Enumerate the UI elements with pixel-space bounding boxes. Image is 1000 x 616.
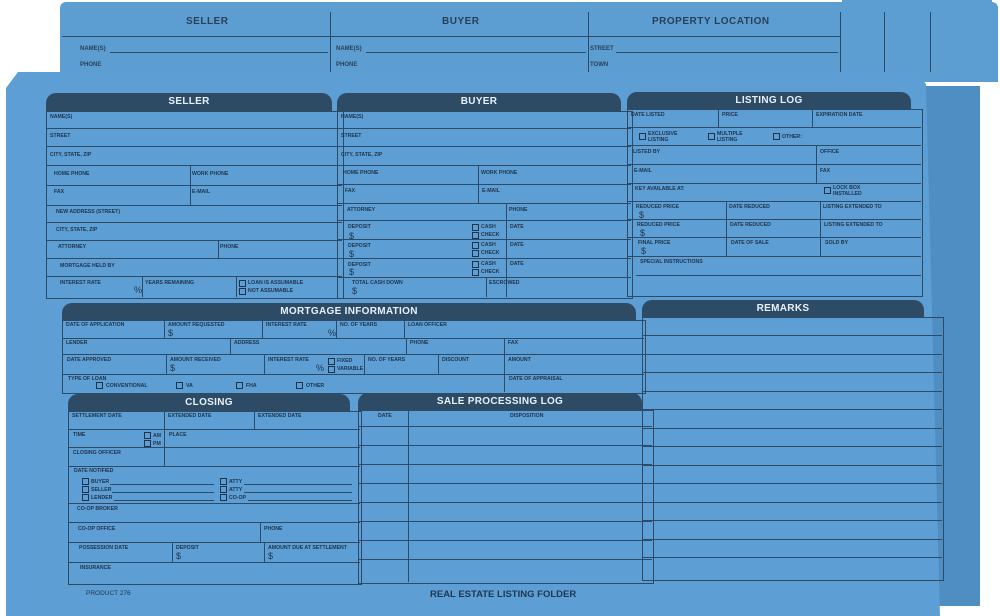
ruled-line <box>642 502 942 503</box>
rule <box>820 201 821 256</box>
reduced-price-dollar: $ <box>639 210 645 220</box>
seller-names-label: NAME(S) <box>50 114 73 120</box>
reduced-price2-dollar: $ <box>640 228 646 238</box>
not-assumable-label: NOT ASSUMABLE <box>248 288 294 294</box>
back-rule <box>616 52 838 53</box>
back-phone-label-2: PHONE <box>336 62 358 68</box>
rule <box>46 146 342 147</box>
rule <box>112 492 214 493</box>
rule <box>627 183 921 184</box>
rule <box>114 500 214 501</box>
rule <box>68 466 360 467</box>
discount-label: DISCOUNT <box>442 357 470 363</box>
rule <box>164 320 165 338</box>
rule <box>486 277 487 297</box>
seller-interest-rate-label: INTEREST RATE <box>60 280 101 286</box>
final-price-label: FINAL PRICE <box>638 240 671 246</box>
va-checkbox[interactable] <box>176 382 183 389</box>
rule <box>627 256 921 257</box>
buyer-fax-label: FAX <box>345 188 356 194</box>
rule <box>248 500 352 501</box>
rule <box>260 522 261 542</box>
buyer-total-cash-label: TOTAL CASH DOWN <box>352 280 403 286</box>
special-instructions-label: SPECIAL INSTRUCTIONS <box>640 259 703 265</box>
mortgage-address-label: ADDRESS <box>234 340 260 346</box>
rule <box>46 222 342 223</box>
rule <box>408 410 409 582</box>
rule <box>264 542 265 562</box>
amount-received-label: AMOUNT RECEIVED <box>170 357 221 363</box>
rule <box>244 492 352 493</box>
loan-officer-label: LOAN OFFICER <box>408 322 447 328</box>
ruled-line <box>642 557 942 558</box>
rule <box>46 240 342 241</box>
settlement-date-label: SETTLEMENT DATE <box>72 413 122 419</box>
rule <box>404 320 405 338</box>
seller-home-phone-label: HOME PHONE <box>54 171 90 177</box>
rule <box>337 128 631 129</box>
not-assumable-checkbox[interactable] <box>239 288 246 295</box>
rule <box>142 276 143 297</box>
other-listing-checkbox[interactable] <box>773 133 780 140</box>
listing-price-label: PRICE <box>722 112 738 118</box>
key-available-label: KEY AVAILABLE AT: <box>635 186 685 192</box>
rule <box>627 145 921 146</box>
back-divider <box>884 12 885 72</box>
ruled-line <box>358 559 652 560</box>
ruled-line <box>642 391 942 392</box>
ruled-line <box>642 446 942 447</box>
listing-office-label: OFFICE <box>820 149 840 155</box>
rule <box>812 109 813 127</box>
ruled-line <box>358 521 652 522</box>
rule <box>172 542 173 562</box>
closing-deposit-dollar: $ <box>176 551 182 561</box>
type-of-loan-label: TYPE OF LOAN <box>68 376 107 382</box>
mortgage-amount-label: AMOUNT <box>508 357 531 363</box>
rule <box>337 277 631 278</box>
seller-email-label: E-MAIL <box>192 189 210 195</box>
multiple-listing-label: MULTIPLE LISTING <box>717 131 743 143</box>
rule <box>627 219 921 220</box>
ruled-line <box>358 502 652 503</box>
rule <box>264 354 265 374</box>
approved-interest-percent: % <box>316 363 325 373</box>
rule <box>337 184 631 185</box>
back-folder-tab <box>842 0 992 70</box>
mortgage-phone-label: PHONE <box>410 340 429 346</box>
time-label: TIME <box>73 432 86 438</box>
notify-coop-checkbox[interactable] <box>220 494 227 501</box>
buyer-street-label: STREET <box>341 133 362 139</box>
back-rule <box>110 52 328 53</box>
deposit2-cash-checkbox[interactable] <box>472 242 479 249</box>
seller-mortgage-held-label: MORTGAGE HELD BY <box>60 263 115 269</box>
notify-buyer-label: BUYER <box>91 479 110 485</box>
rule <box>46 205 342 206</box>
seller-city-label: CITY, STATE, ZIP <box>50 152 92 158</box>
mortgage-fax-label: FAX <box>508 340 519 346</box>
back-property-location-label: PROPERTY LOCATION <box>652 16 770 27</box>
buyer-deposit2-dollar: $ <box>349 249 355 259</box>
rule <box>68 542 360 543</box>
date-reduced2-label: DATE REDUCED <box>730 222 771 228</box>
other-listing-label: OTHER: <box>782 134 802 140</box>
pm-label: PM <box>153 441 161 447</box>
rule <box>337 203 631 204</box>
deposit2-cash-label: CASH <box>481 242 496 248</box>
extended-date-label: EXTENDED DATE <box>168 413 212 419</box>
listing-extended-label: LISTING EXTENDED TO <box>823 204 882 210</box>
rule <box>337 146 631 147</box>
buyer-deposit3-label: DEPOSIT <box>348 262 371 268</box>
back-divider <box>930 12 931 72</box>
amount-due-label: AMOUNT DUE AT SETTLEMENT <box>268 545 347 551</box>
lock-box-checkbox[interactable] <box>824 187 831 194</box>
notify-buyer-checkbox[interactable] <box>82 478 89 485</box>
listing-log-header: LISTING LOG <box>627 92 911 110</box>
amount-requested-label: AMOUNT REQUESTED <box>168 322 225 328</box>
rule <box>68 522 360 523</box>
rule <box>68 562 360 563</box>
multiple-listing-checkbox[interactable] <box>708 133 715 140</box>
folder-title: REAL ESTATE LISTING FOLDER <box>430 589 577 600</box>
date-of-appraisal-label: DATE OF APPRAISAL <box>509 376 563 382</box>
sale-log-date-label: DATE <box>378 413 392 419</box>
buyer-deposit-dollar: $ <box>349 231 355 241</box>
rule <box>46 276 342 277</box>
notify-seller-label: SELLER <box>91 487 112 493</box>
fixed-rate-label: FIXED <box>337 358 353 364</box>
back-names-label: NAME(S) <box>80 46 106 52</box>
back-seller-label: SELLER <box>186 16 229 27</box>
rule <box>62 354 644 355</box>
rule <box>337 220 631 221</box>
deposit1-cash-label: CASH <box>481 224 496 230</box>
back-town-label: TOWN <box>590 62 609 68</box>
coop-broker-label: CO-OP BROKER <box>77 506 118 512</box>
rule <box>230 338 231 354</box>
sale-log-disposition-label: DISPOSITION <box>510 413 544 419</box>
conventional-checkbox[interactable] <box>96 382 103 389</box>
closing-header: CLOSING <box>68 394 350 412</box>
listed-by-label: LISTED BY <box>633 149 661 155</box>
deposit3-cash-checkbox[interactable] <box>472 261 479 268</box>
rule <box>236 276 237 297</box>
notify-atty2-checkbox[interactable] <box>220 486 227 493</box>
rule <box>627 237 921 238</box>
deposit3-date-label: DATE <box>510 261 524 267</box>
rule <box>504 338 505 354</box>
amount-received-dollar: $ <box>170 363 176 373</box>
loan-assumable-label: LOAN IS ASSUMABLE <box>248 280 304 286</box>
date-of-application-label: DATE OF APPLICATION <box>66 322 125 328</box>
deposit2-check-checkbox[interactable] <box>472 250 479 257</box>
listing-email-label: E-MAIL <box>634 168 652 174</box>
date-approved-label: DATE APPROVED <box>67 357 112 363</box>
deposit1-check-checkbox[interactable] <box>472 232 479 239</box>
buyer-phone-label: PHONE <box>509 207 528 213</box>
rule <box>68 447 360 448</box>
notify-coop-label: CO-OP <box>229 495 247 501</box>
buyer-deposit-label: DEPOSIT <box>348 224 371 230</box>
deposit3-check-label: CHECK <box>481 269 500 275</box>
rule <box>46 165 342 166</box>
buyer-deposit3-dollar: $ <box>349 267 355 277</box>
amount-requested-dollar: $ <box>168 328 174 338</box>
fixed-rate-checkbox[interactable] <box>328 358 335 365</box>
other-loan-label: OTHER <box>306 383 325 389</box>
extended-date2-label: EXTENDED DATE <box>258 413 302 419</box>
back-buyer-label: BUYER <box>442 16 480 27</box>
rule <box>110 484 214 485</box>
date-of-sale-label: DATE OF SALE <box>731 240 769 246</box>
ruled-line <box>642 372 942 373</box>
back-divider <box>588 12 589 72</box>
mortgage-section <box>62 320 646 394</box>
date-listed-label: DATE LISTED <box>631 112 665 118</box>
notify-seller-checkbox[interactable] <box>82 486 89 493</box>
other-loan-checkbox[interactable] <box>296 382 303 389</box>
ruled-line <box>358 464 652 465</box>
rule <box>46 185 342 186</box>
seller-street-label: STREET <box>50 133 71 139</box>
product-number: PRODUCT 276 <box>86 590 131 597</box>
rule <box>262 320 263 338</box>
notify-atty1-label: ATTY <box>229 479 243 485</box>
buyer-names-label: NAME(S) <box>341 114 364 120</box>
rule <box>438 354 439 374</box>
back-rule <box>366 52 586 53</box>
deposit1-date-label: DATE <box>510 224 524 230</box>
am-label: AM <box>153 433 162 439</box>
rule <box>337 258 631 259</box>
ruled-line <box>642 539 942 540</box>
ruled-line <box>358 540 652 541</box>
buyer-escrowed-label: ESCROWED <box>489 280 520 286</box>
rule <box>46 128 342 129</box>
seller-attorney-label: ATTORNEY <box>58 244 87 250</box>
deposit3-check-checkbox[interactable] <box>472 269 479 276</box>
seller-header: SELLER <box>46 93 332 111</box>
pm-checkbox[interactable] <box>144 440 151 447</box>
back-names-label-2: NAME(S) <box>336 46 362 52</box>
notify-lender-checkbox[interactable] <box>82 494 89 501</box>
rule <box>337 165 631 166</box>
rule <box>504 354 505 392</box>
seller-years-remaining-label: YEARS REMAINING <box>145 280 194 286</box>
ruled-line <box>642 465 942 466</box>
ruled-line <box>642 483 942 484</box>
rule <box>337 239 631 240</box>
notify-atty2-label: ATTY <box>229 487 243 493</box>
mortgage-header: MORTGAGE INFORMATION <box>62 303 636 321</box>
closing-deposit-label: DEPOSIT <box>176 545 199 551</box>
seller-fax-label: FAX <box>54 189 65 195</box>
ruled-line <box>642 520 942 521</box>
buyer-deposit2-label: DEPOSIT <box>348 243 371 249</box>
rule <box>218 240 219 258</box>
ruled-line <box>642 428 942 429</box>
rule <box>718 109 719 127</box>
back-divider <box>330 12 331 72</box>
closing-phone-label: PHONE <box>264 526 283 532</box>
closing-officer-label: CLOSING OFFICER <box>73 450 121 456</box>
variable-rate-label: VARIABLE <box>337 366 364 372</box>
sold-by-label: SOLD BY <box>825 240 849 246</box>
deposit2-date-label: DATE <box>510 242 524 248</box>
date-notified-label: DATE NOTIFIED <box>74 468 114 474</box>
lender-label: LENDER <box>66 340 88 346</box>
rule <box>164 411 165 466</box>
buyer-attorney-label: ATTORNEY <box>347 207 376 213</box>
remarks-header: REMARKS <box>642 300 924 318</box>
rule <box>406 338 407 354</box>
rule <box>254 411 255 429</box>
amount-due-dollar: $ <box>268 551 274 561</box>
buyer-home-phone-label: HOME PHONE <box>343 170 379 176</box>
exclusive-listing-checkbox[interactable] <box>639 133 646 140</box>
sale-log-section <box>358 410 654 584</box>
remarks-section <box>642 317 944 581</box>
possession-date-label: POSSESSION DATE <box>79 545 129 551</box>
back-rule <box>62 36 840 37</box>
expiration-date-label: EXPIRATION DATE <box>816 112 863 118</box>
fha-label: FHA <box>246 383 257 389</box>
rule <box>627 164 921 165</box>
loan-assumable-checkbox[interactable] <box>239 280 246 287</box>
seller-city2-label: CITY, STATE, ZIP <box>56 227 98 233</box>
rule <box>364 354 365 374</box>
rule <box>68 429 360 430</box>
seller-work-phone-label: WORK PHONE <box>192 171 229 177</box>
rule <box>68 503 360 504</box>
buyer-city-label: CITY, STATE, ZIP <box>341 152 383 158</box>
deposit1-check-label: CHECK <box>481 232 500 238</box>
back-divider <box>840 12 841 72</box>
place-label: PLACE <box>169 432 187 438</box>
rule <box>636 275 921 276</box>
reduced-price2-label: REDUCED PRICE <box>637 222 680 228</box>
buyer-email-label: E-MAIL <box>482 188 500 194</box>
rule <box>244 484 352 485</box>
rule <box>46 258 342 259</box>
ruled-line <box>642 354 942 355</box>
exclusive-listing-label: EXCLUSIVE LISTING <box>648 131 678 143</box>
lock-box-label: LOCK BOX INSTALLED <box>833 185 862 197</box>
back-phone-label: PHONE <box>80 62 102 68</box>
reduced-price-label: REDUCED PRICE <box>636 204 679 210</box>
ruled-line <box>358 426 652 427</box>
ruled-line <box>358 483 652 484</box>
buyer-header: BUYER <box>337 93 621 111</box>
va-label: VA <box>186 383 193 389</box>
coop-office-label: CO-OP OFFICE <box>78 526 116 532</box>
rule <box>627 201 921 202</box>
approved-no-of-years-label: NO. OF YEARS <box>368 357 406 363</box>
mortgage-interest-rate-label: INTEREST RATE <box>266 322 307 328</box>
final-price-dollar: $ <box>641 246 647 256</box>
notify-atty1-checkbox[interactable] <box>220 478 227 485</box>
rule <box>62 374 644 375</box>
am-checkbox[interactable] <box>144 432 151 439</box>
rule <box>336 320 337 338</box>
listing-fax-label: FAX <box>820 168 831 174</box>
variable-rate-checkbox[interactable] <box>328 366 335 373</box>
no-of-years-label: NO. OF YEARS <box>340 322 378 328</box>
rule <box>62 338 644 339</box>
seller-phone-label: PHONE <box>220 244 239 250</box>
ruled-line <box>642 335 942 336</box>
conventional-label: CONVENTIONAL <box>106 383 148 389</box>
deposit1-cash-checkbox[interactable] <box>472 224 479 231</box>
insurance-label: INSURANCE <box>80 565 111 571</box>
seller-new-address-label: NEW ADDRESS (STREET) <box>56 209 121 215</box>
date-reduced-label: DATE REDUCED <box>729 204 770 210</box>
sale-log-header: SALE PROCESSING LOG <box>358 393 642 411</box>
ruled-line <box>642 409 942 410</box>
buyer-work-phone-label: WORK PHONE <box>481 170 518 176</box>
approved-interest-rate-label: INTEREST RATE <box>268 357 309 363</box>
notify-lender-label: LENDER <box>91 495 113 501</box>
back-street-label: STREET <box>590 46 614 52</box>
seller-percent: % <box>134 285 143 295</box>
rule <box>166 354 167 374</box>
buyer-total-cash-dollar: $ <box>352 286 358 296</box>
fha-checkbox[interactable] <box>236 382 243 389</box>
mortgage-interest-percent: % <box>328 328 337 338</box>
deposit2-check-label: CHECK <box>481 250 500 256</box>
deposit3-cash-label: CASH <box>481 261 496 267</box>
ruled-line <box>358 445 652 446</box>
rule <box>726 201 727 256</box>
listing-extended2-label: LISTING EXTENDED TO <box>824 222 883 228</box>
rule <box>627 127 921 128</box>
